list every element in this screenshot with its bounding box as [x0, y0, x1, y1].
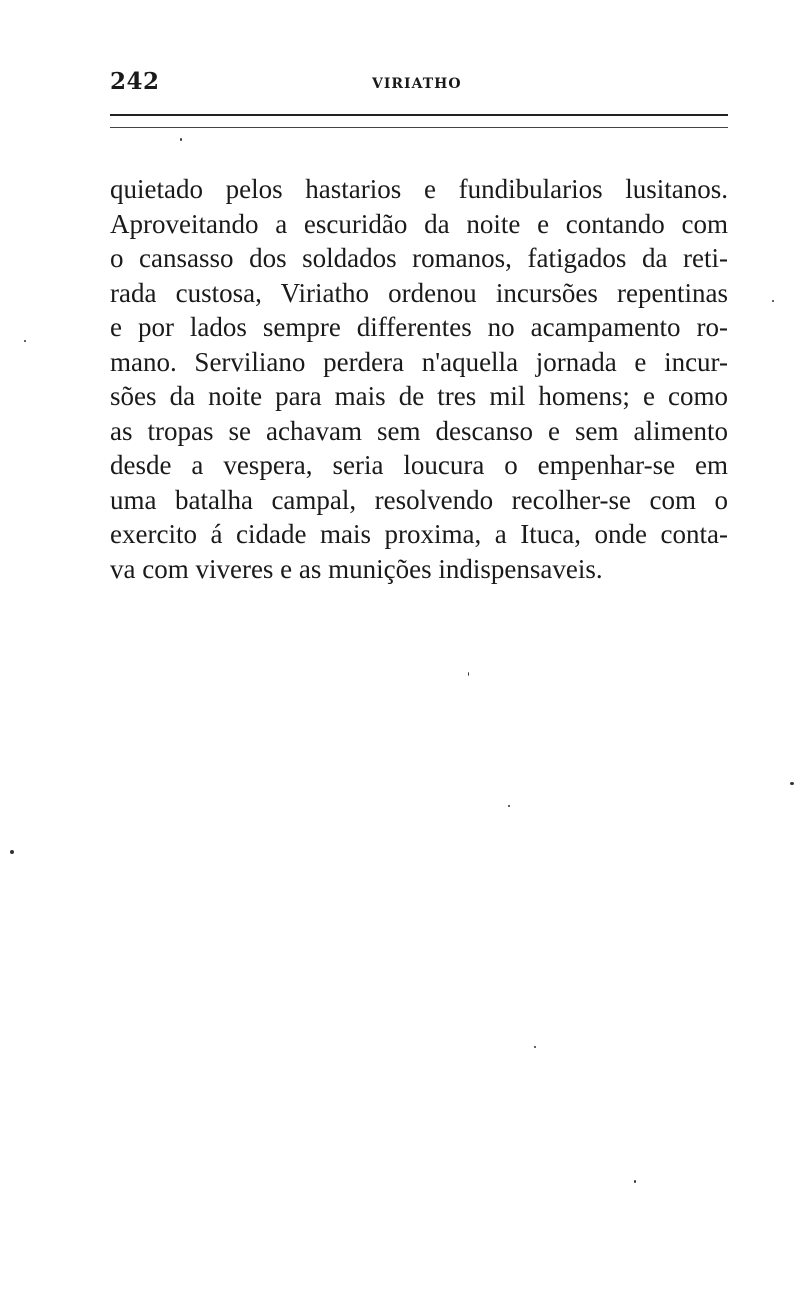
text-line: rada custosa, Viriatho ordenou incursões repentinas: [110, 277, 728, 308]
text-line: mano. Serviliano perdera n'aquella jornada e incur-: [110, 346, 728, 377]
page-number: 242: [110, 68, 160, 95]
text-line: e por lados sempre differentes no acampamento ro-: [110, 312, 728, 342]
text-line: Aproveitando a escuridão da noite e contando com: [110, 208, 728, 239]
text-line: as tropas se achavam sem descanso e sem alimento: [110, 415, 728, 446]
text-line: desde a vespera, seria loucura o empenhar-se em: [110, 450, 728, 480]
text-line: quietado pelos hastarios e fundibularios lusitanos.: [110, 174, 728, 204]
scan-speck: [634, 1180, 636, 1183]
scan-speck: [790, 782, 794, 785]
header-rule-thick: [110, 114, 728, 116]
page-header: [110, 68, 728, 98]
text-line: uma batalha campal, resolvendo recolher-se com o: [110, 484, 728, 515]
scan-speck: [534, 1046, 536, 1048]
body-paragraph: [110, 172, 728, 586]
text-line: sões da noite para mais de tres mil homens; e como: [110, 381, 728, 411]
header-rule-thin: [110, 127, 728, 128]
scan-speck: [508, 805, 510, 807]
text-line: o cansasso dos soldados romanos, fatigados da reti-: [110, 243, 728, 273]
scan-speck: [24, 340, 26, 342]
running-title: VIRIATHO: [372, 76, 462, 92]
scan-speck: [772, 300, 774, 302]
text-line: exercito á cidade mais proxima, a Ituca, onde conta-: [110, 519, 728, 549]
scan-speck: [180, 138, 182, 141]
text-line: va com viveres e as munições indispensaveis.: [110, 553, 603, 584]
scan-speck: [10, 850, 14, 854]
scan-speck: [468, 672, 469, 676]
